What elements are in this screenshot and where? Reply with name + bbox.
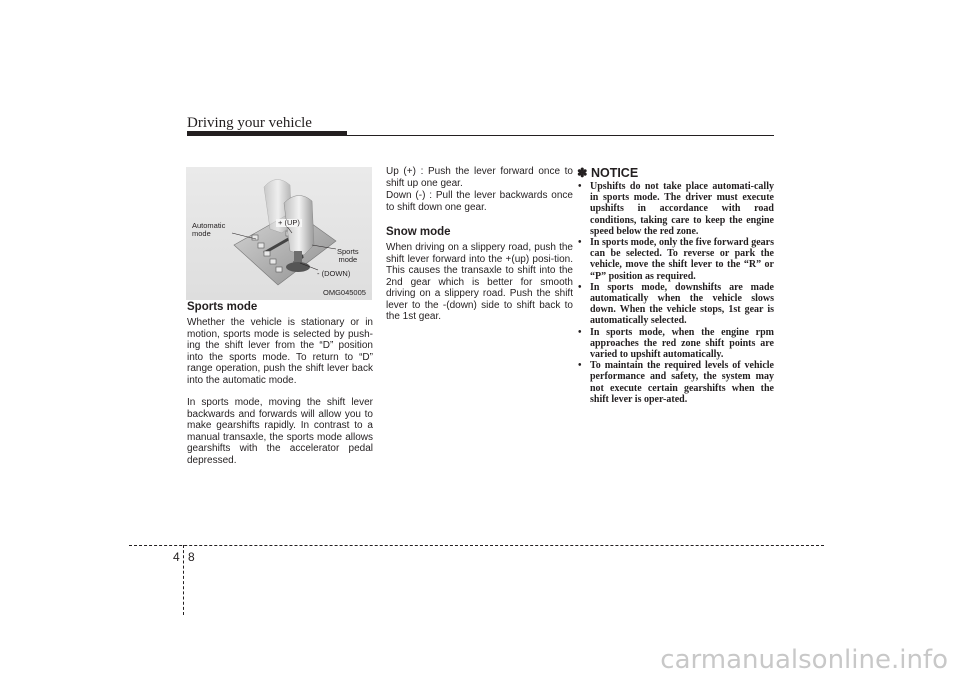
label-sports-mode: Sports mode — [337, 247, 359, 264]
notice-heading: ✽ NOTICE — [577, 166, 639, 180]
page-header-title: Driving your vehicle — [187, 115, 312, 131]
bullet-icon: • — [578, 326, 582, 338]
watermark: carmanualsonline.info — [660, 645, 948, 675]
sports-mode-paragraph-2: In sports mode, moving the shift lever backwards and forwards will allow you to make gearshifts rapidly. In contrast to a manual transaxle, the sports mode allows gearshifts with the accelerator pedal depressed. — [187, 397, 373, 466]
label-down: - (DOWN) — [317, 269, 351, 278]
upshift-text: Up (+) : Push the lever forward once to shift up one gear. — [386, 166, 573, 189]
snow-mode-heading: Snow mode — [386, 226, 451, 238]
label-automatic-mode: Automatic mode — [192, 221, 226, 238]
bullet-icon: • — [578, 360, 582, 372]
downshift-text: Down (-) : Pull the lever backwards once to shift down one gear. — [386, 190, 573, 213]
bullet-icon: • — [578, 181, 582, 192]
footer-rule — [129, 545, 824, 546]
notice-item: • In sports mode, when the engine rpm approaches the red zone shift points are varied to upshift automatically. — [578, 326, 774, 361]
bullet-icon: • — [578, 237, 582, 249]
sports-mode-paragraph-1: Whether the vehicle is stationary or in motion, sports mode is selected by push-ing the shift lever from the “D” position into the sports mode. To return to “D” range operation, push the shift lever back into the automatic mode. — [187, 317, 373, 386]
notice-item: • Upshifts do not take place automati-cally in sports mode. The driver must execute upshifts in accordance with road conditions, taking care to keep the engine speed below the red zone. — [578, 181, 774, 237]
sports-mode-heading: Sports mode — [187, 301, 258, 313]
snow-mode-paragraph: When driving on a slippery road, push the shift lever forward into the +(up) posi-tion. This causes the transaxle to shift into the 2nd gear which is better for smooth driving on a slippery road. Push the shift lever to the -(down) side to shift back to the 1st gear. — [386, 242, 573, 322]
shift-lever-figure — [186, 167, 372, 300]
header-rule — [187, 135, 774, 136]
notice-item: • To maintain the required levels of vehicle performance and safety, the system may not execute certain gearshifts when the shift lever is oper-ated. — [578, 360, 774, 405]
figure-id: OMG045005 — [323, 288, 366, 297]
page-number: 8 — [188, 550, 195, 564]
label-up: + (UP) — [278, 218, 300, 227]
footer-divider — [183, 545, 184, 615]
notice-list — [577, 181, 774, 405]
notice-item: • In sports mode, downshifts are made automatically when the vehicle slows down. When the vehicle stops, 1st gear is automatically selected. — [578, 281, 774, 327]
notice-item: • In sports mode, only the five forward gears can be selected. To reverse or park the vehicle, move the shift lever to the “R” or “P” position as required. — [578, 237, 774, 282]
chapter-number: 4 — [173, 550, 180, 564]
bullet-icon: • — [578, 281, 582, 293]
